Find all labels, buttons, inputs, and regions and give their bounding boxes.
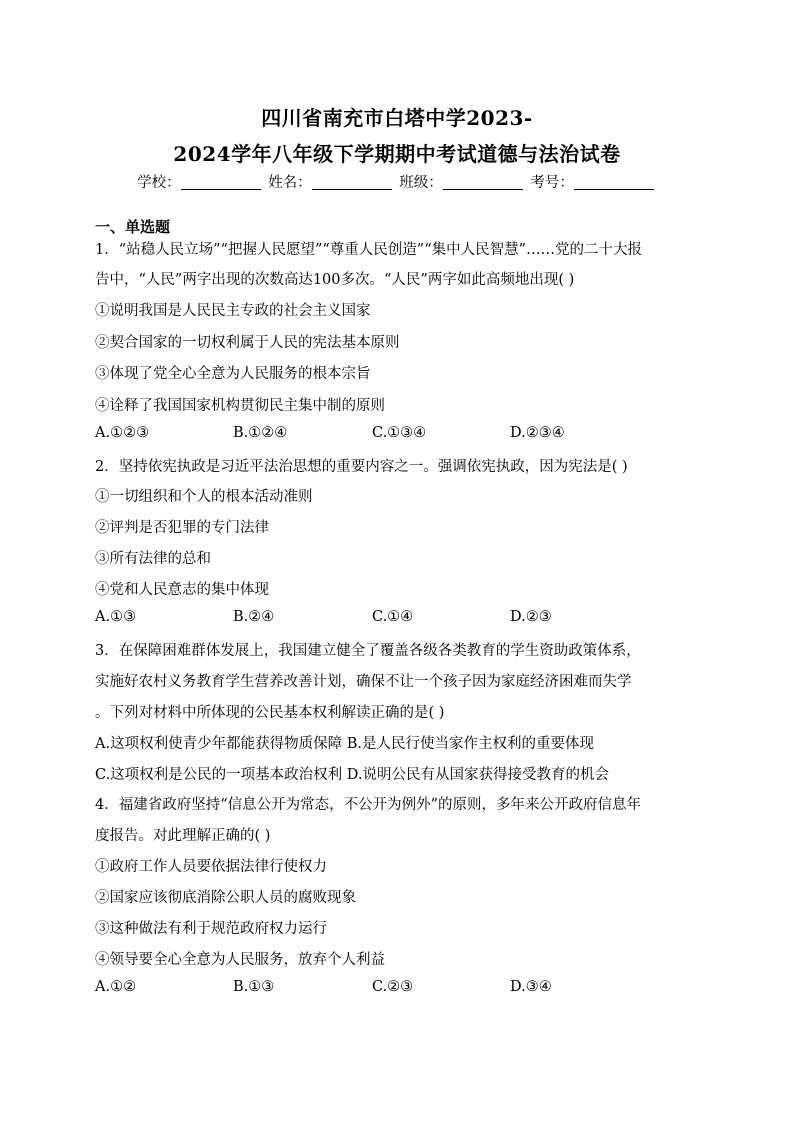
- q1-option-b[interactable]: B.①②④: [233, 425, 288, 441]
- q4-option-a[interactable]: A.①②: [95, 979, 137, 995]
- q1-statement-3: ③体现了党全心全意为人民服务的根本宗旨: [95, 366, 371, 382]
- q1-stem-line-1: 1．“站稳人民立场”“把握人民愿望”“尊重人民创造”“集中人民智慧”……党的二十大报: [95, 242, 643, 258]
- q2-statement-4: ④党和人民意志的集中体现: [95, 582, 269, 598]
- q2-option-a[interactable]: A.①③: [95, 609, 137, 625]
- q3-stem-line-3: 。下列对材料中所体现的公民基本权利解读正确的是( ): [95, 705, 445, 721]
- q1-option-d[interactable]: D.②③④: [510, 425, 565, 441]
- q2-option-c[interactable]: C.①④: [372, 609, 414, 625]
- q3-options-row-2[interactable]: C.这项权利是公民的一项基本政治权利 D.说明公民有从国家获得接受教育的机会: [95, 767, 610, 783]
- q3-stem-line-1: 3．在保障困难群体发展上，我国建立健全了覆盖各级各类教育的学生资助政策体系，: [95, 643, 641, 659]
- q2-option-d[interactable]: D.②③: [510, 609, 552, 625]
- exam-title-line-1: 四川省南充市白塔中学2023-: [261, 106, 533, 130]
- exam-number-label: 考号：: [530, 175, 574, 191]
- q1-statement-1: ①说明我国是人民民主专政的社会主义国家: [95, 303, 371, 319]
- school-blank[interactable]: [181, 175, 261, 190]
- q4-statement-2: ②国家应该彻底消除公职人员的腐败现象: [95, 890, 356, 906]
- q4-statement-3: ③这种做法有利于规范政府权力运行: [95, 921, 327, 937]
- q2-stem-line-1: 2．坚持依宪执政是习近平法治思想的重要内容之一。强调依宪执政，因为宪法是( ): [95, 459, 628, 475]
- q2-statement-3: ③所有法律的总和: [95, 551, 211, 567]
- q1-statement-2: ②契合国家的一切权利属于人民的宪法基本原则: [95, 335, 400, 351]
- student-info-row: [0, 171, 794, 192]
- q4-option-c[interactable]: C.②③: [372, 979, 414, 995]
- q2-statement-2: ②评判是否犯罪的专门法律: [95, 520, 269, 536]
- q4-stem-line-1: 4．福建省政府坚持“信息公开为常态，不公开为例外”的原则，多年来公开政府信息年: [95, 797, 642, 813]
- school-label: 学校：: [137, 175, 181, 191]
- q4-statement-4: ④领导要全心全意为人民服务，放弃个人利益: [95, 952, 385, 968]
- class-label: 班级：: [399, 175, 443, 191]
- q1-option-c[interactable]: C.①③④: [372, 425, 427, 441]
- name-label: 姓名：: [268, 175, 312, 191]
- q4-option-b[interactable]: B.①③: [233, 979, 275, 995]
- q1-option-a[interactable]: A.①②③: [95, 425, 150, 441]
- q2-option-b[interactable]: B.②④: [233, 609, 275, 625]
- class-blank[interactable]: [443, 175, 523, 190]
- section-title: 一、单选题: [95, 218, 171, 236]
- q4-stem-line-2: 度报告。对此理解正确的( ): [95, 828, 271, 844]
- q1-stem-line-2: 告中，“人民”两字出现的次数高达100多次。“人民”两字如此高频地出现( ): [95, 272, 575, 288]
- q3-options-row-1[interactable]: A.这项权利使青少年都能获得物质保障 B.是人民行使当家作主权利的重要体现: [95, 736, 594, 752]
- exam-number-blank[interactable]: [574, 175, 654, 190]
- q4-option-d[interactable]: D.③④: [510, 979, 552, 995]
- q3-stem-line-2: 实施好农村义务教育学生营养改善计划，确保不让一个孩子因为家庭经济困难而失学: [95, 674, 632, 690]
- name-blank[interactable]: [312, 175, 392, 190]
- q2-statement-1: ①一切组织和个人的根本活动准则: [95, 489, 313, 505]
- q4-statement-1: ①政府工作人员要依据法律行使权力: [95, 859, 327, 875]
- q1-statement-4: ④诠释了我国国家机构贯彻民主集中制的原则: [95, 398, 385, 414]
- exam-title-line-2: 2024学年八年级下学期期中考试道德与法治试卷: [173, 142, 621, 166]
